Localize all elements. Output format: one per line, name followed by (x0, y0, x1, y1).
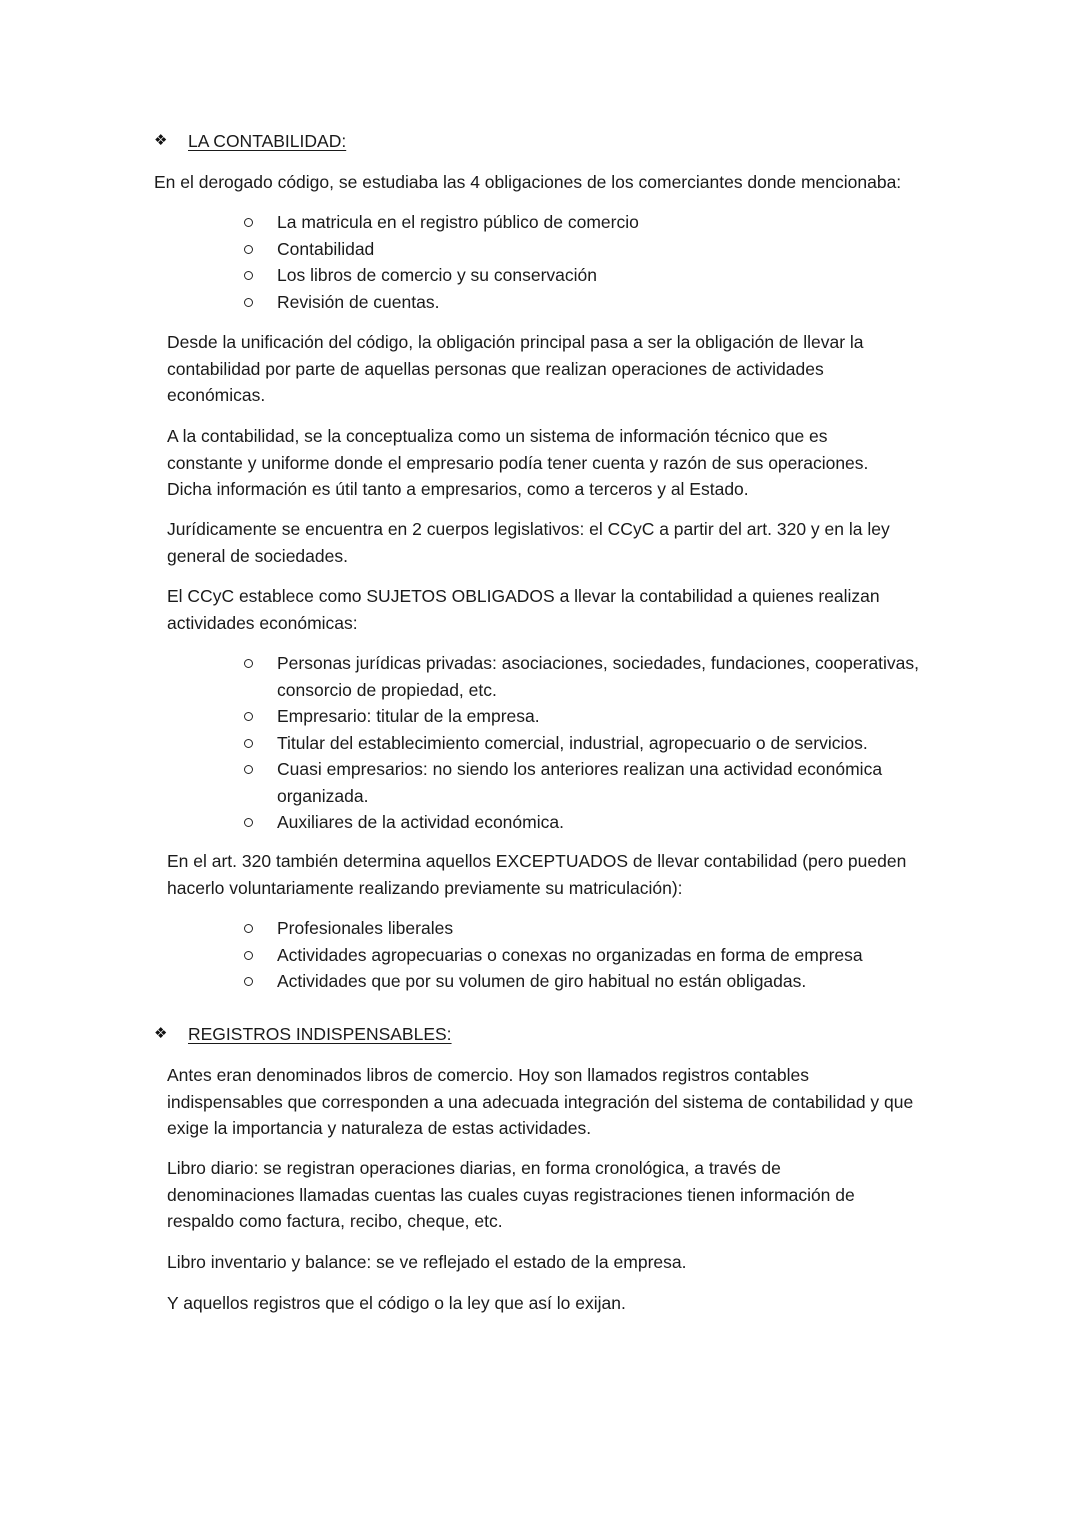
list-item: Revisión de cuentas. (244, 289, 944, 316)
list-item: Personas jurídicas privadas: asociaciones, sociedades, fundaciones, cooperativas, consorcio de propiedad, etc. (244, 650, 924, 703)
list-item: Contabilidad (244, 236, 944, 263)
paragraph-libro-diario: Libro diario: se registran operaciones diarias, en forma cronológica, a través de denominaciones llamadas cuentas las cuales cuyas registraciones tienen información de respaldo como factura, recibo, cheque, etc. (167, 1158, 855, 1231)
circle-bullet-icon (244, 298, 253, 307)
list-item: La matricula en el registro público de comercio (244, 209, 944, 236)
paragraph-juridicamente: Jurídicamente se encuentra en 2 cuerpos legislativos: el CCyC a partir del art. 320 y en la ley general de sociedades. (167, 519, 890, 566)
circle-bullet-icon (244, 765, 253, 774)
circle-bullet-icon (244, 245, 253, 254)
paragraph-concepto: A la contabilidad, se la conceptualiza como un sistema de información técnico que es constante y uniforme donde el empresario podía tener cuenta y razón de sus operaciones. Dicha información es útil tanto a empresarios, como a terceros y al Estado. (167, 426, 869, 499)
diamond-bullet-icon: ❖ (154, 1025, 168, 1043)
list-item: Actividades agropecuarias o conexas no organizadas en forma de empresa (244, 942, 944, 969)
circle-bullet-icon (244, 977, 253, 986)
list-item: Empresario: titular de la empresa. (244, 703, 924, 730)
section-heading-registros (154, 1021, 452, 1048)
section-heading-contabilidad (154, 128, 346, 155)
paragraph-otros-registros: Y aquellos registros que el código o la ley que así lo exijan. (167, 1293, 626, 1313)
circle-bullet-icon (244, 659, 253, 668)
paragraph-unificacion: Desde la unificación del código, la obligación principal pasa a ser la obligación de llevar la contabilidad por parte de aquellas personas que realizan operaciones de actividades económicas. (167, 332, 864, 405)
list-item: Auxiliares de la actividad económica. (244, 809, 924, 836)
circle-bullet-icon (244, 739, 253, 748)
circle-bullet-icon (244, 924, 253, 933)
list-item: Cuasi empresarios: no siendo los anteriores realizan una actividad económica organizada. (244, 756, 924, 809)
paragraph-exceptuados: En el art. 320 también determina aquellos EXCEPTUADOS de llevar contabilidad (pero pueden hacerlo voluntariamente realizando previamente su matriculación): (167, 851, 907, 898)
sujetos-list (244, 650, 924, 836)
paragraph-sujetos-obligados: El CCyC establece como SUJETOS OBLIGADOS a llevar la contabilidad a quienes realizan actividades económicas: (167, 586, 880, 633)
list-item: Profesionales liberales (244, 915, 944, 942)
list-item: Actividades que por su volumen de giro habitual no están obligadas. (244, 968, 944, 995)
circle-bullet-icon (244, 218, 253, 227)
section-heading-text: LA CONTABILIDAD: (188, 131, 347, 152)
intro-paragraph: En el derogado código, se estudiaba las 4 obligaciones de los comerciantes donde mencionaba: (154, 172, 902, 192)
circle-bullet-icon (244, 951, 253, 960)
list-item: Los libros de comercio y su conservación (244, 262, 944, 289)
obligations-list (244, 209, 944, 315)
paragraph-registros-intro: Antes eran denominados libros de comercio. Hoy son llamados registros contables indispensables que corresponden a una adecuada integración del sistema de contabilidad y que exige la importancia y naturaleza de estas actividades. (167, 1065, 914, 1138)
circle-bullet-icon (244, 818, 253, 827)
circle-bullet-icon (244, 271, 253, 280)
paragraph-libro-inventario: Libro inventario y balance: se ve reflejado el estado de la empresa. (167, 1252, 687, 1272)
circle-bullet-icon (244, 712, 253, 721)
list-item: Titular del establecimiento comercial, industrial, agropecuario o de servicios. (244, 730, 924, 757)
exceptuados-list (244, 915, 944, 995)
diamond-bullet-icon: ❖ (154, 132, 168, 150)
section-heading-text: REGISTROS INDISPENSABLES: (188, 1024, 452, 1045)
